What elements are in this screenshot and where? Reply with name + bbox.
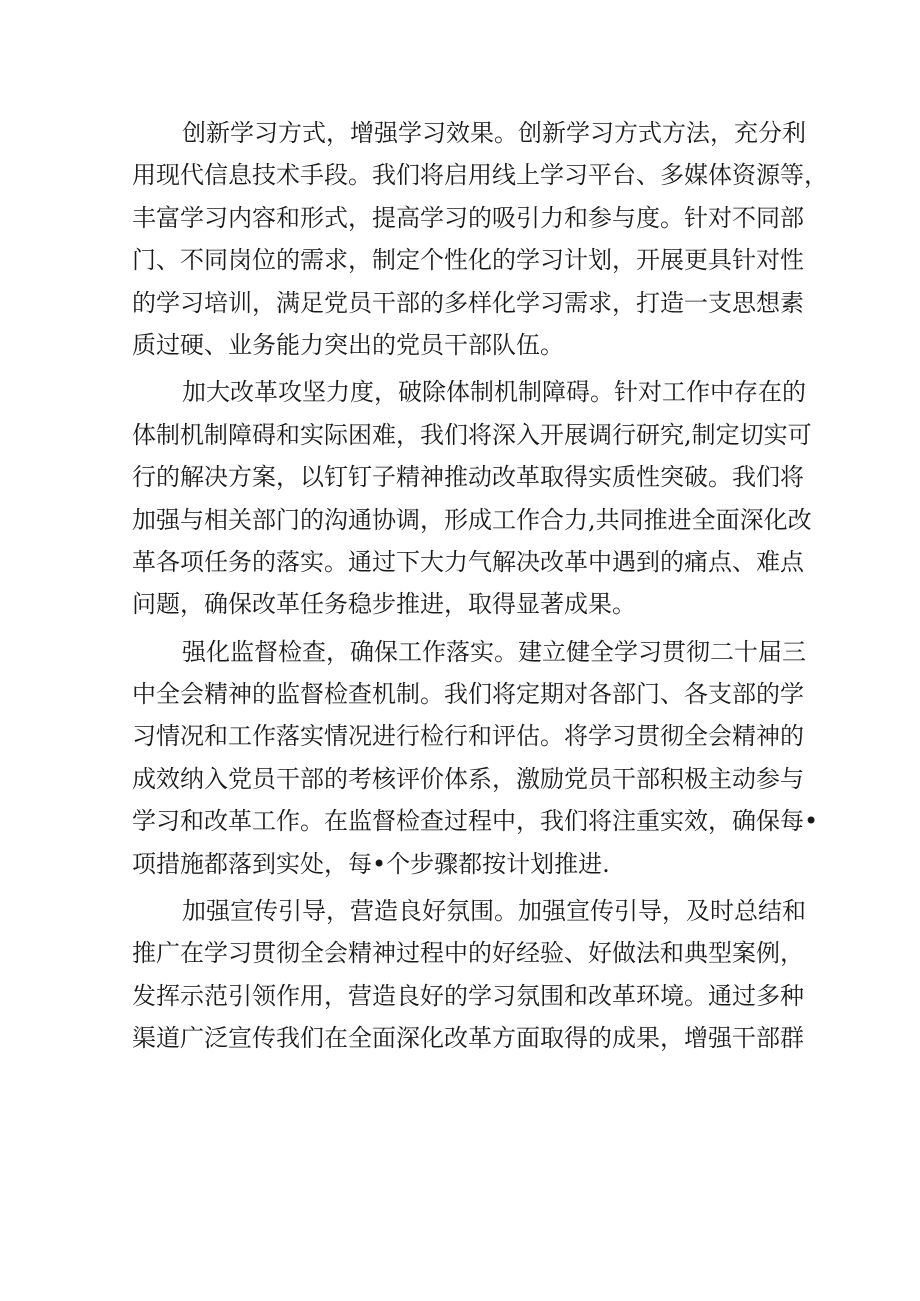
paragraph-supervision <box>132 631 819 885</box>
text-line: 行的解决方案，以钉钉子精神推动改革取得实质性突破。我们将 <box>132 463 804 492</box>
text-line: 加强与相关部门的沟通协调，形成工作合力,共同推进全面深化改 <box>132 505 812 534</box>
document-body <box>132 112 828 1060</box>
text-line: 创新学习方式，增强学习效果。创新学习方式方法，充分利 <box>182 119 806 147</box>
text-line: 成效纳入党员干部的考核评价体系，激励党员干部积极主动参与 <box>132 764 804 793</box>
text-line: 加强宣传引导，营造良好氛围。加强宣传引导，及时总结和 <box>182 897 806 926</box>
text-line: 项措施都落到实处，每•个步骤都按计划推进. <box>132 849 610 878</box>
text-line: 推广在学习贯彻全会精神过程中的好经验、好做法和典型案例， <box>132 939 804 968</box>
text-line: 的学习培训，满足党员干部的多样化学习需求，打造一支思想素 <box>132 288 804 317</box>
text-line: 质过硬、业务能力突出的党员干部队伍。 <box>132 330 564 359</box>
text-line: 中全会精神的监督检查机制。我们将定期对各部门、各支部的学 <box>132 680 804 709</box>
text-line: 门、不同岗位的需求，制定个性化的学习计划，开展更具针对性 <box>132 246 804 275</box>
text-line: 渠道广泛宣传我们在全面深化改革方面取得的成果，增强干部群 <box>132 1024 804 1053</box>
text-line: 问题，确保改革任务稳步推进，取得显著成果。 <box>132 590 636 619</box>
text-line: 习情况和工作落实情况进行检行和评估。将学习贯彻全会精神的 <box>132 722 804 751</box>
text-line: 革各项任务的落实。通过下大力气解决改革中遇到的痛点、难点 <box>132 547 804 576</box>
text-line: 强化监督检查，确保工作落实。建立健全学习贯彻二十届三 <box>182 637 806 666</box>
text-line: 用现代信息技术手段。我们将启用线上学习平台、多媒体资源等， <box>132 161 828 190</box>
text-line: 发挥示范引领作用，营造良好的学习氛围和改革环境。通过多种 <box>132 981 804 1010</box>
paragraph-publicity <box>132 890 806 1060</box>
text-line: 学习和改革工作。在监督检查过程中，我们将注重实效，确保每• <box>132 807 819 836</box>
text-line: 丰富学习内容和形式，提高学习的吸引力和参与度。针对不同部 <box>132 203 804 232</box>
paragraph-learning-methods <box>132 112 828 366</box>
text-line: 加大改革攻坚力度，破除体制机制障碍。针对工作中存在的 <box>182 378 806 407</box>
text-line: 体制机制障碍和实际困难，我们将深入开展调行研究,制定切实可 <box>132 420 812 449</box>
paragraph-reform-efforts <box>132 371 812 625</box>
